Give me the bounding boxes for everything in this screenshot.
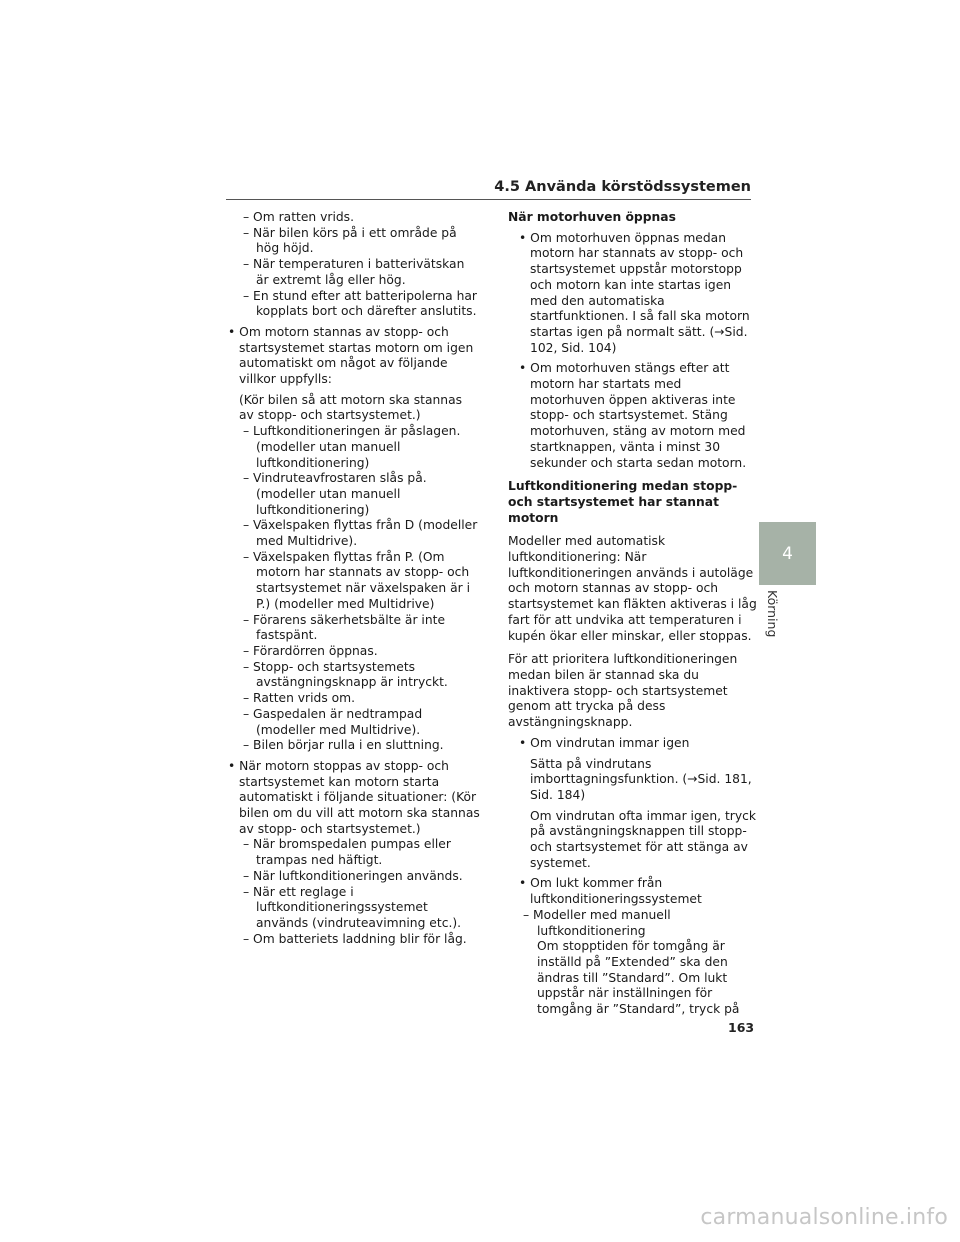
paragraph: Om stopptiden för tomgång är inställd på ”Extended” ska den ändras till ”Standard”. Om lukt uppstår när inställningen för tomgång är ”Standard”, tryck på (537, 939, 740, 1017)
header-rule (226, 199, 751, 200)
list-item: – Ratten vrids om. (243, 691, 356, 706)
paragraph: Sätta på vindrutans imborttagningsfunktion. (→Sid. 181, Sid. 184) (530, 756, 752, 802)
list-item: – Vindruteavfrostaren slås på. (modeller utan manuell luftkonditionering) (243, 471, 427, 517)
chapter-tab (759, 522, 816, 585)
bullet-item: • När motorn stoppas av stopp- och startsystemet kan motorn starta automatiskt i följande situationer: (Kör bilen om du vill att motorn ska stannas av stopp- och startsystemet.) (228, 758, 480, 836)
subheading: När motorhuven öppnas (508, 210, 676, 224)
paragraph: Om vindrutan ofta immar igen, tryck på avstängningsknappen till stopp- och startsystemet för att stänga av systemet. (530, 808, 756, 870)
list-item: – Om batteriets laddning blir för låg. (243, 931, 467, 946)
list-item: – Växelspaken flyttas från D (modeller med Multidrive). (243, 518, 478, 549)
paragraph: (Kör bilen så att motorn ska stannas av stopp- och startsystemet.) (239, 392, 463, 423)
right-column (508, 210, 760, 1018)
paragraph: För att prioritera luftkonditioneringen medan bilen är stannad ska du inaktivera stopp- och startsystemet genom att trycka på dess avstängningsknapp. (508, 652, 738, 730)
list-item: – När temperaturen i batterivätskan är extremt låg eller hög. (243, 257, 465, 287)
list-item: – Om ratten vrids. (243, 210, 354, 224)
watermark: carmanualsonline.info (700, 1205, 948, 1230)
list-item: – Förarens säkerhetsbälte är inte fastspänt. (243, 612, 446, 643)
bullet-item: • Om vindrutan immar igen (519, 735, 690, 750)
list-item: – Stopp- och startsystemets avstängningsknapp är intryckt. (243, 659, 448, 690)
list-item: – Luftkonditioneringen är påslagen. (modeller utan manuell luftkonditionering) (243, 424, 461, 470)
bullet-item: • Om motorn stannas av stopp- och startsystemet startas motorn om igen automatiskt om något av följande villkor uppfylls: (228, 324, 474, 387)
list-item: – När bilen körs på i ett område på hög höjd. (243, 225, 457, 256)
list-item: – Modeller med manuell luftkonditionering (523, 907, 671, 938)
subheading: Luftkonditionering medan stopp- och startsystemet har stannat motorn (508, 479, 738, 525)
list-item: – Gaspedalen är nedtrampad (modeller med Multidrive). (243, 706, 423, 737)
list-item: – En stund efter att batteripolerna har kopplats bort och därefter anslutits. (243, 288, 477, 319)
bullet-item: • Om lukt kommer från luftkonditioneringssystemet (519, 876, 702, 907)
chapter-label: Körning (765, 590, 780, 638)
list-item: – När ett reglage i luftkonditioneringssystemet används (vindruteavimning etc.). (243, 884, 462, 930)
bullet-item: • Om motorhuven stängs efter att motorn har startats med motorhuven öppen aktiveras inte stopp- och startsystemet. Stäng motorhuven, stäng av motorn med startknappen, vänta i minst 30 sekunder och starta sedan motorn. (519, 361, 747, 470)
list-item: – Förardörren öppnas. (243, 643, 378, 658)
paragraph: Modeller med automatisk luftkonditionering: När luftkonditioneringen används i autoläge och motorn stannas av stopp- och startsystemet kan fläkten aktiveras i låg fart för att undvika att temperaturen i kupén ökar eller minskar, eller stoppas. (508, 534, 757, 643)
left-column (228, 210, 480, 947)
list-item: – Växelspaken flyttas från P. (Om motorn har stannats av stopp- och startsystemet när växelspaken är i P.) (modeller med Multidrive) (243, 549, 470, 611)
list-item: – Bilen börjar rulla i en sluttning. (243, 738, 444, 753)
list-item: – När luftkonditioneringen används. (243, 868, 463, 883)
bullet-item: • Om motorhuven öppnas medan motorn har stannats av stopp- och startsystemet uppstår motorstopp och motorn kan inte startas igen med den automatiska startfunktionen. I så fall ska motorn startas igen på normalt sätt. (→Sid. 102, Sid. 104) (519, 230, 750, 355)
section-title: 4.5 Använda körstödssystemen (494, 179, 751, 195)
chapter-number: 4 (782, 543, 793, 564)
page-number: 163 (728, 1020, 755, 1035)
list-item: – När bromspedalen pumpas eller trampas ned häftigt. (243, 837, 451, 868)
